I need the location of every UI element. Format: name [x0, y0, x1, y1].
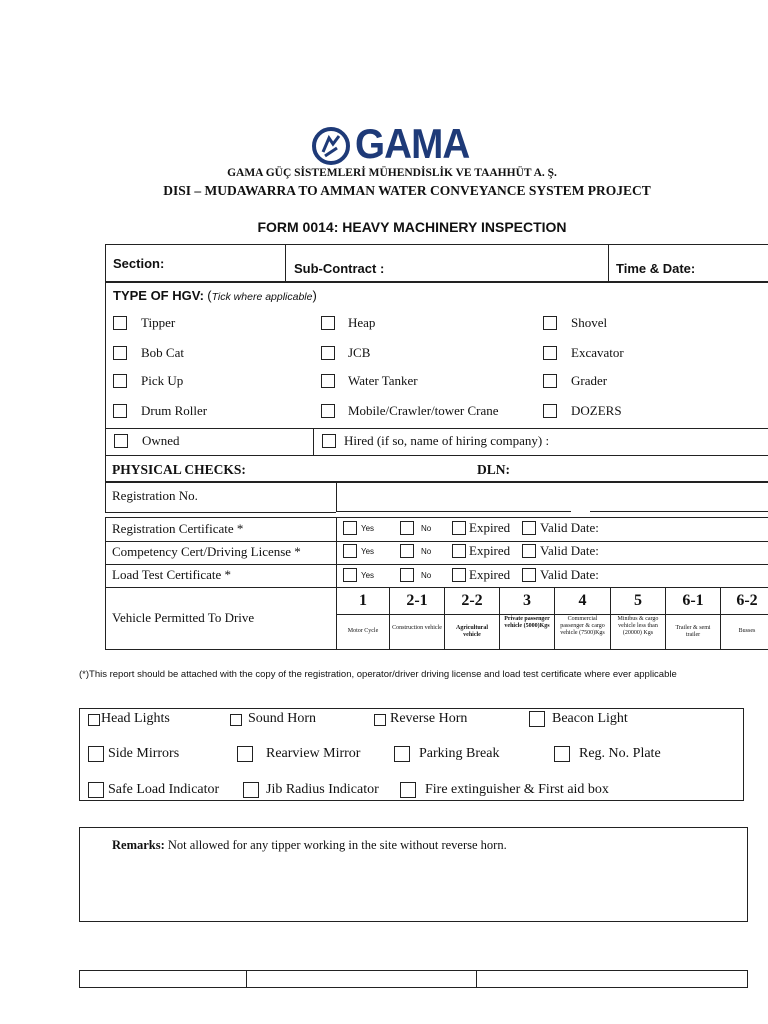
class-desc-6-2: Busses — [738, 628, 756, 634]
subcontract-label: Sub-Contract : — [294, 261, 385, 276]
class-desc-6-1: Trailer & semi trailer — [675, 625, 711, 638]
check-sound-horn[interactable] — [230, 714, 242, 726]
class-code-6-2: 6-2 — [736, 592, 758, 609]
signature-divider-2 — [476, 970, 477, 988]
class-code-3: 3 — [523, 592, 531, 609]
section-label: Section: — [113, 256, 165, 271]
check-sound-horn-label: Sound Horn — [248, 711, 317, 726]
cert1-expired-checkbox[interactable] — [452, 521, 466, 535]
cert1-valid-label: Valid Date: — [540, 520, 599, 535]
cert-label-competency: Competency Cert/Driving License * — [112, 544, 301, 559]
hgv-title — [113, 288, 317, 304]
hgv-checkbox-tipper[interactable] — [113, 316, 127, 330]
cert1-yes-label: Yes — [361, 524, 375, 533]
hired-label: Hired (if so, name of hiring company) : — [344, 433, 550, 448]
hgv-label-drum-roller: Drum Roller — [141, 403, 208, 418]
hgv-label-excavator: Excavator — [571, 345, 624, 360]
cert2-yes-label: Yes — [361, 547, 375, 556]
check-beacon-light-label: Beacon Light — [552, 711, 628, 726]
cert3-no-label: No — [421, 571, 432, 580]
hgv-label-shovel: Shovel — [571, 315, 608, 330]
class-desc-4: Commercial passenger & cargo vehicle (7500)Kgs — [560, 616, 605, 636]
hgv-label-tipper: Tipper — [141, 315, 176, 330]
class-code-1: 1 — [359, 592, 367, 609]
hgv-checkbox-crane[interactable] — [321, 404, 335, 418]
cert3-expired-checkbox[interactable] — [452, 568, 466, 582]
cert3-no-checkbox[interactable] — [400, 568, 414, 582]
hgv-checkbox-pickup[interactable] — [113, 374, 127, 388]
class-desc-1: Motor Cycle — [347, 628, 379, 634]
check-safe-load-label: Safe Load Indicator — [108, 782, 220, 797]
hired-checkbox[interactable] — [322, 434, 336, 448]
cert1-expired-label: Expired — [469, 520, 511, 535]
check-parking-break-label: Parking Break — [419, 746, 500, 761]
signature-divider-1 — [246, 970, 247, 988]
check-jib-radius[interactable] — [243, 782, 259, 798]
owned-checkbox[interactable] — [114, 434, 128, 448]
hgv-checkbox-drum-roller[interactable] — [113, 404, 127, 418]
attachment-note: (*)This report should be attached with the copy of the registration, operator/driver driving license and load test certificate where ever applicable — [79, 669, 677, 680]
check-side-mirrors[interactable] — [88, 746, 104, 762]
hgv-checkbox-excavator[interactable] — [543, 346, 557, 360]
remarks-text: Not allowed for any tipper working in the site without reverse horn. — [167, 838, 507, 852]
company-name: GAMA GÜÇ SİSTEMLERİ MÜHENDİSLİK VE TAAHHÜT A. Ş. — [227, 167, 557, 179]
check-rearview-mirror-label: Rearview Mirror — [266, 746, 361, 761]
hgv-label-jcb: JCB — [348, 345, 371, 360]
signature-table — [79, 970, 748, 988]
time-date-label: Time & Date: — [616, 261, 696, 276]
project-name: DISI – MUDAWARRA TO AMMAN WATER CONVEYANCE SYSTEM PROJECT — [163, 183, 651, 198]
class-code-2-1: 2-1 — [406, 592, 428, 609]
hgv-hint-close: ) — [312, 288, 317, 303]
hgv-checkbox-shovel[interactable] — [543, 316, 557, 330]
check-reverse-horn-label: Reverse Horn — [390, 711, 468, 726]
cert1-no-checkbox[interactable] — [400, 521, 414, 535]
hgv-label-dozers: DOZERS — [571, 403, 622, 418]
owned-label: Owned — [142, 433, 180, 448]
check-beacon-light[interactable] — [529, 711, 545, 727]
hgv-label-heap: Heap — [348, 315, 376, 330]
check-side-mirrors-label: Side Mirrors — [108, 746, 180, 761]
check-safe-load[interactable] — [88, 782, 104, 798]
class-desc-3: Private passenger vehicle (5000)Kgs — [504, 616, 550, 629]
hgv-label-pickup: Pick Up — [141, 373, 184, 388]
check-reg-plate-label: Reg. No. Plate — [579, 746, 661, 761]
hgv-label-grader: Grader — [571, 373, 608, 388]
remarks-line — [112, 838, 507, 853]
class-desc-5: Minibus & cargo vehicle less than (20000) Kgs — [617, 616, 659, 636]
cert2-valid-label: Valid Date: — [540, 543, 599, 558]
class-desc-2-2: Agricultural vehicle — [456, 625, 488, 638]
check-head-lights[interactable] — [88, 714, 100, 726]
check-head-lights-label: Head Lights — [101, 711, 170, 726]
hgv-hint-open: ( — [207, 288, 212, 303]
check-reg-plate[interactable] — [554, 746, 570, 762]
hgv-checkbox-grader[interactable] — [543, 374, 557, 388]
hgv-checkbox-heap[interactable] — [321, 316, 335, 330]
cert2-yes-checkbox[interactable] — [343, 544, 357, 558]
hgv-checkbox-bobcat[interactable] — [113, 346, 127, 360]
cert3-valid-label: Valid Date: — [540, 567, 599, 582]
check-rearview-mirror[interactable] — [237, 746, 253, 762]
registration-no-label: Registration No. — [112, 488, 198, 503]
cert1-yes-checkbox[interactable] — [343, 521, 357, 535]
cert2-no-checkbox[interactable] — [400, 544, 414, 558]
physical-checks-title: PHYSICAL CHECKS: — [112, 462, 246, 477]
dln-label: DLN: — [477, 462, 510, 477]
cert2-no-label: No — [421, 547, 432, 556]
cert2-expired-label: Expired — [469, 543, 511, 558]
cert-label-load-test: Load Test Certificate * — [112, 567, 232, 582]
cert3-yes-checkbox[interactable] — [343, 568, 357, 582]
cert3-valid-checkbox[interactable] — [522, 568, 536, 582]
check-fire-extinguisher[interactable] — [400, 782, 416, 798]
hgv-label-water-tanker: Water Tanker — [348, 373, 418, 388]
cert3-yes-label: Yes — [361, 571, 375, 580]
gama-logo-icon — [311, 126, 351, 166]
hgv-hint: Tick where applicable — [211, 291, 313, 303]
cert2-expired-checkbox[interactable] — [452, 544, 466, 558]
class-code-5: 5 — [634, 592, 642, 609]
logo — [311, 120, 471, 168]
cert3-expired-label: Expired — [469, 567, 511, 582]
class-code-6-1: 6-1 — [682, 592, 704, 609]
hgv-checkbox-jcb[interactable] — [321, 346, 335, 360]
class-code-4: 4 — [578, 592, 587, 609]
check-fire-extinguisher-label: Fire extinguisher & First aid box — [425, 782, 609, 797]
check-jib-radius-label: Jib Radius Indicator — [266, 782, 379, 797]
hgv-label-bobcat: Bob Cat — [141, 345, 184, 360]
class-desc-2-1: Construction vehicle — [392, 625, 442, 631]
check-parking-break[interactable] — [394, 746, 410, 762]
cert1-valid-checkbox[interactable] — [522, 521, 536, 535]
class-code-2-2: 2-2 — [461, 592, 483, 609]
hgv-checkbox-dozers[interactable] — [543, 404, 557, 418]
check-reverse-horn[interactable] — [374, 714, 386, 726]
cert2-valid-checkbox[interactable] — [522, 544, 536, 558]
remarks-label: Remarks: — [112, 838, 165, 852]
form-title: FORM 0014: HEAVY MACHINERY INSPECTION — [257, 219, 567, 235]
vehicle-permitted-label: Vehicle Permitted To Drive — [112, 610, 255, 625]
hgv-title-label: TYPE OF HGV: — [113, 288, 205, 303]
hgv-label-crane: Mobile/Crawler/tower Crane — [348, 403, 499, 418]
logo-text: GAMA — [355, 120, 470, 167]
cert-label-registration: Registration Certificate * — [112, 521, 244, 536]
cert1-no-label: No — [421, 524, 432, 533]
hgv-checkbox-water-tanker[interactable] — [321, 374, 335, 388]
